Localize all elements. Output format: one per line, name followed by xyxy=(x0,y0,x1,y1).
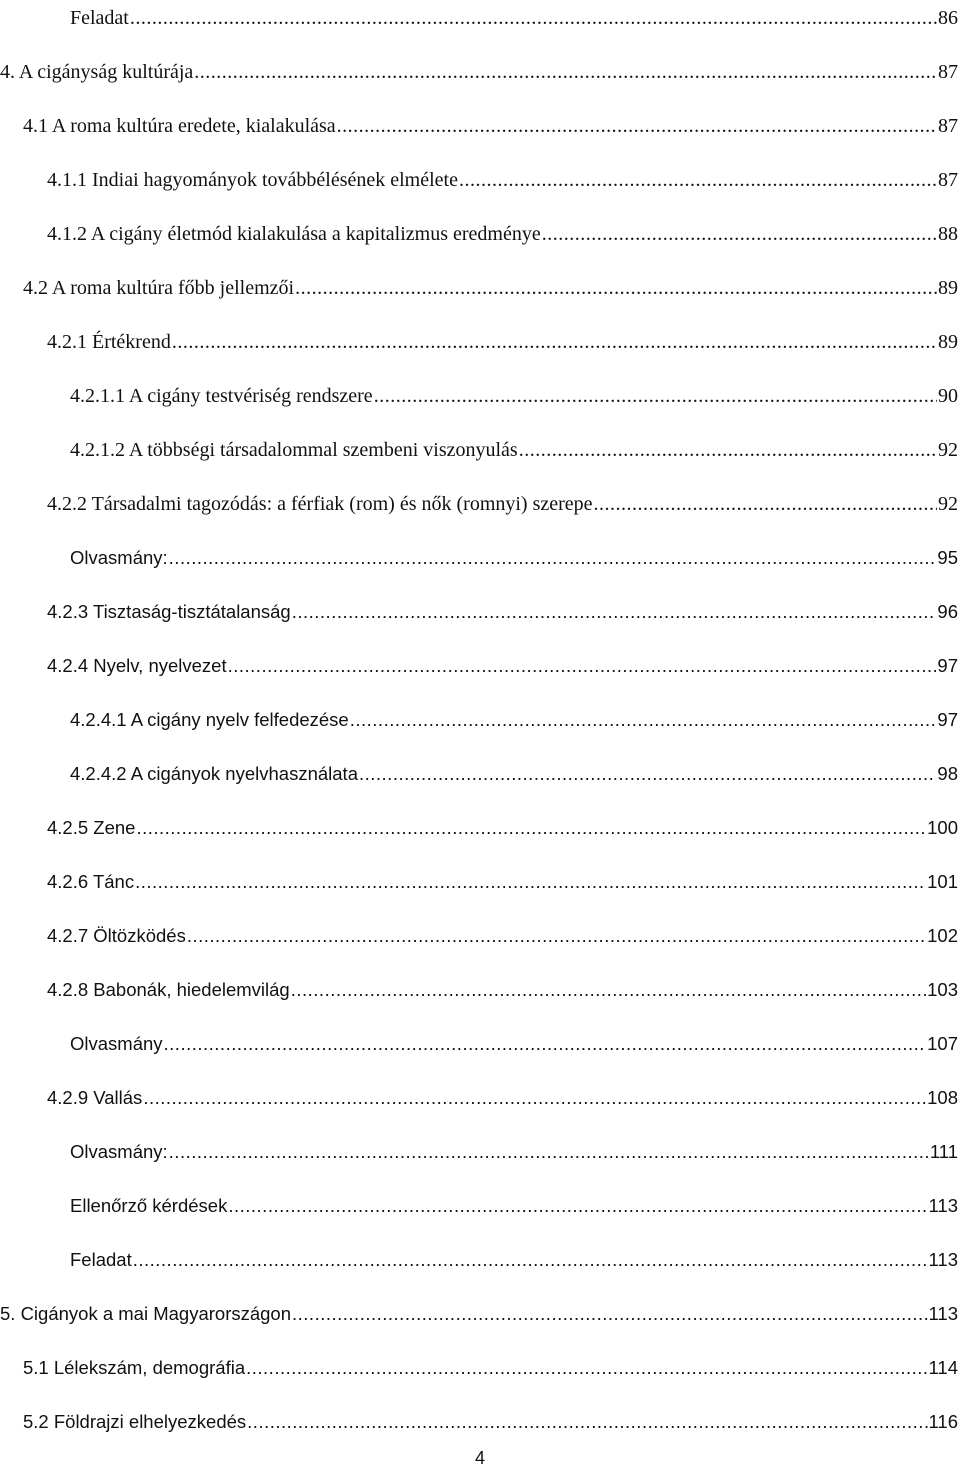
toc-entry[interactable] xyxy=(70,1134,960,1164)
toc-entry-page: 95 xyxy=(937,547,958,568)
toc-entry-page: 88 xyxy=(938,223,958,245)
toc-entry[interactable] xyxy=(47,810,960,840)
toc-entry-label: 4. A cigányság kultúrája xyxy=(0,61,194,83)
toc-entry-label: 5.2 Földrajzi elhelyezkedés xyxy=(23,1411,247,1432)
toc-entry-page: 96 xyxy=(937,601,958,622)
toc-entry[interactable] xyxy=(23,270,960,300)
toc-leader-dots xyxy=(292,1302,927,1326)
toc-entry-label: 4.2.1.1 A cigány testvériség rendszere xyxy=(70,385,373,407)
toc-entry-label: Olvasmány: xyxy=(70,547,168,568)
toc-entry-page: 89 xyxy=(938,331,958,353)
toc-entry[interactable] xyxy=(23,1404,960,1434)
toc-entry[interactable] xyxy=(70,1026,960,1056)
toc-leader-dots xyxy=(292,600,937,624)
toc-leader-dots xyxy=(135,870,926,894)
toc-leader-dots xyxy=(337,114,937,138)
toc-entry-page: 116 xyxy=(928,1411,958,1432)
toc-entry[interactable] xyxy=(70,702,960,732)
toc-entry-label: 5. Cigányok a mai Magyarországon xyxy=(0,1303,292,1324)
toc-entry-page: 89 xyxy=(938,277,958,299)
toc-entry[interactable] xyxy=(47,486,960,516)
toc-entry[interactable] xyxy=(47,1080,960,1110)
toc-leader-dots xyxy=(169,546,937,570)
toc-entry-page: 113 xyxy=(928,1195,958,1216)
toc-leader-dots xyxy=(172,330,937,354)
toc-leader-dots xyxy=(164,1032,927,1056)
toc-entry-label: 4.2.2 Társadalmi tagozódás: a férfiak (rom) és nők (romnyi) szerepe xyxy=(47,493,593,515)
toc-leader-dots xyxy=(459,168,937,192)
toc-entry-label: Olvasmány: xyxy=(70,1141,168,1162)
toc-entry-label: 4.2.4.1 A cigány nyelv felfedezése xyxy=(70,709,349,730)
toc-entry[interactable] xyxy=(70,432,960,462)
page-number: 4 xyxy=(474,1448,485,1468)
toc-entry-page: 100 xyxy=(927,817,958,838)
toc-entry-page: 101 xyxy=(927,871,958,892)
toc-entry-label: 4.2.1.2 A többségi társadalommal szembeni viszonyulás xyxy=(70,439,518,461)
toc-entry-page: 90 xyxy=(938,385,958,407)
toc-entry[interactable] xyxy=(47,216,960,246)
toc-entry-label: 4.1 A roma kultúra eredete, kialakulása xyxy=(23,115,336,137)
toc-entry-label: 4.2.7 Öltözködés xyxy=(47,925,186,946)
toc-leader-dots xyxy=(130,6,937,30)
toc-entry[interactable] xyxy=(70,540,960,570)
toc-entry-label: 4.2 A roma kultúra főbb jellemzői xyxy=(23,277,295,299)
toc-entry-page: 92 xyxy=(938,439,958,461)
toc-leader-dots xyxy=(169,1140,929,1164)
toc-leader-dots xyxy=(594,492,937,516)
toc-leader-dots xyxy=(542,222,937,246)
toc-entry[interactable] xyxy=(70,1188,960,1218)
toc-entry-label: 4.2.9 Vallás xyxy=(47,1087,143,1108)
toc-leader-dots xyxy=(194,60,937,84)
toc-leader-dots xyxy=(228,654,937,678)
toc-leader-dots xyxy=(143,1086,926,1110)
toc-entry[interactable] xyxy=(47,648,960,678)
toc-entry-page: 102 xyxy=(927,925,958,946)
toc-entry[interactable] xyxy=(47,162,960,192)
toc-leader-dots xyxy=(291,978,926,1002)
toc-leader-dots xyxy=(519,438,937,462)
toc-entry-label: 4.2.4.2 A cigányok nyelvhasználata xyxy=(70,763,358,784)
toc-entry-page: 87 xyxy=(938,169,958,191)
toc-entry-page: 113 xyxy=(928,1303,958,1324)
toc-entry-page: 111 xyxy=(929,1141,958,1162)
toc-entry-page: 113 xyxy=(928,1249,958,1270)
toc-entry-label: 4.2.5 Zene xyxy=(47,817,136,838)
toc-leader-dots xyxy=(133,1248,928,1272)
toc-entry[interactable] xyxy=(70,756,960,786)
toc-entry-label: Feladat xyxy=(70,1249,132,1270)
toc-entry-page: 86 xyxy=(938,7,958,29)
toc-entry[interactable] xyxy=(47,918,960,948)
toc-entry-page: 108 xyxy=(927,1087,958,1108)
toc-leader-dots xyxy=(228,1194,927,1218)
toc-leader-dots xyxy=(295,276,937,300)
toc-entry-label: 4.2.1 Értékrend xyxy=(47,331,171,353)
toc-entry-label: 4.2.6 Tánc xyxy=(47,871,135,892)
toc-entry-page: 92 xyxy=(938,493,958,515)
toc-entry[interactable] xyxy=(47,864,960,894)
toc-entry-label: 4.2.8 Babonák, hiedelemvilág xyxy=(47,979,290,1000)
toc-entry-label: Feladat xyxy=(70,7,129,29)
toc-entry[interactable] xyxy=(47,972,960,1002)
toc-entry[interactable] xyxy=(47,594,960,624)
toc-leader-dots xyxy=(247,1410,927,1434)
toc-entry[interactable] xyxy=(23,1350,960,1380)
toc-leader-dots xyxy=(246,1356,927,1380)
toc-entry-page: 98 xyxy=(937,763,958,784)
toc-entry[interactable] xyxy=(70,378,960,408)
toc-leader-dots xyxy=(350,708,937,732)
toc-entry-label: 5.1 Lélekszám, demográfia xyxy=(23,1357,246,1378)
toc-entry[interactable] xyxy=(70,0,960,30)
toc-leader-dots xyxy=(359,762,936,786)
toc-entry-label: 4.2.4 Nyelv, nyelvezet xyxy=(47,655,227,676)
toc-entry-page: 107 xyxy=(927,1033,958,1054)
toc-entry-page: 103 xyxy=(927,979,958,1000)
toc-entry-label: 4.1.2 A cigány életmód kialakulása a kapitalizmus eredménye xyxy=(47,223,541,245)
toc-leader-dots xyxy=(136,816,926,840)
toc-entry[interactable] xyxy=(0,54,960,84)
toc-entry-page: 97 xyxy=(937,709,958,730)
toc-entry[interactable] xyxy=(47,324,960,354)
toc-entry-page: 114 xyxy=(928,1357,958,1378)
toc-leader-dots xyxy=(187,924,926,948)
toc-entry-label: Ellenőrző kérdések xyxy=(70,1195,228,1216)
toc-entry-label: Olvasmány xyxy=(70,1033,163,1054)
toc-leader-dots xyxy=(374,384,937,408)
toc-entry[interactable] xyxy=(23,108,960,138)
toc-entry-page: 87 xyxy=(938,61,958,83)
toc-entry-page: 87 xyxy=(938,115,958,137)
toc-entry-label: 4.2.3 Tisztaság-tisztátalanság xyxy=(47,601,291,622)
toc-entry-label: 4.1.1 Indiai hagyományok továbbélésének elmélete xyxy=(47,169,458,191)
toc-entry-page: 97 xyxy=(937,655,958,676)
toc-entry[interactable] xyxy=(70,1242,960,1272)
toc-entry[interactable] xyxy=(0,1296,960,1326)
